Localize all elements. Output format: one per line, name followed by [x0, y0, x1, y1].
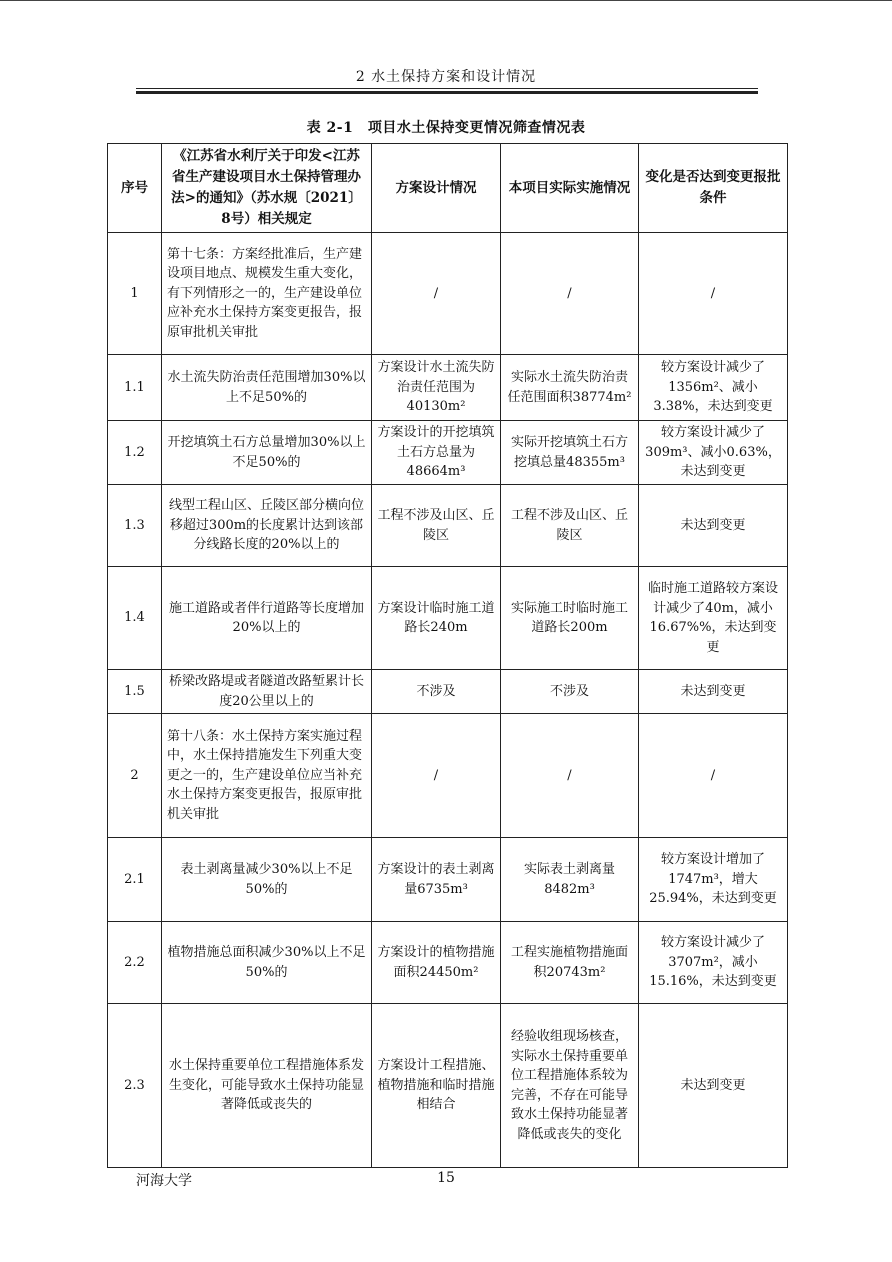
row-actual: / — [501, 714, 639, 838]
row-design: 方案设计水土流失防治责任范围为40130m² — [372, 355, 501, 421]
row-design: 方案设计工程措施、植物措施和临时措施相结合 — [372, 1004, 501, 1168]
row-number: 1.2 — [108, 421, 162, 485]
row-actual: / — [501, 233, 639, 355]
table-row — [108, 233, 788, 355]
row-result: 未达到变更 — [639, 485, 788, 567]
table-row — [108, 838, 788, 922]
page-top-border — [0, 0, 892, 1]
table-row — [108, 714, 788, 838]
column-header-rule: 《江苏省水利厅关于印发<江苏省生产建设项目水土保持管理办法>的通知》（苏水规〔2021〕8号）相关规定 — [162, 144, 372, 233]
row-result: / — [639, 714, 788, 838]
row-result: 较方案设计减少了1356m²、减小3.38%，未达到变更 — [639, 355, 788, 421]
table-header-row — [108, 144, 788, 233]
column-header-actual: 本项目实际实施情况 — [501, 144, 639, 233]
row-design: 方案设计的植物措施面积24450m² — [372, 922, 501, 1004]
row-actual: 经验收组现场核查，实际水土保持重要单位工程措施体系较为完善，不存在可能导致水土保持功能显著降低或丧失的变化 — [501, 1004, 639, 1168]
table-row — [108, 922, 788, 1004]
row-design: / — [372, 714, 501, 838]
row-result: 未达到变更 — [639, 670, 788, 714]
header-rule-thin — [136, 88, 758, 89]
row-result: 较方案设计减少了309m³、减小0.63%，未达到变更 — [639, 421, 788, 485]
row-result: 较方案设计减少了3707m²，减小15.16%，未达到变更 — [639, 922, 788, 1004]
row-number: 1.1 — [108, 355, 162, 421]
row-design: 方案设计的开挖填筑土石方总量为48664m³ — [372, 421, 501, 485]
row-number: 1.4 — [108, 567, 162, 670]
table-caption: 表 2-1 项目水土保持变更情况筛查情况表 — [306, 120, 586, 136]
row-rule: 水土保持重要单位工程措施体系发生变化，可能导致水土保持功能显著降低或丧失的 — [162, 1004, 372, 1168]
row-rule: 第十七条：方案经批准后，生产建设项目地点、规模发生重大变化，有下列情形之一的，生产建设单位应补充水土保持方案变更报告，报原审批机关审批 — [162, 233, 372, 355]
row-actual: 工程实施植物措施面积20743m² — [501, 922, 639, 1004]
row-rule: 水土流失防治责任范围增加30%以上不足50%的 — [162, 355, 372, 421]
column-header-result: 变化是否达到变更报批条件 — [639, 144, 788, 233]
row-rule: 施工道路或者伴行道路等长度增加20%以上的 — [162, 567, 372, 670]
row-actual: 实际水土流失防治责任范围面积38774m² — [501, 355, 639, 421]
row-number: 1 — [108, 233, 162, 355]
row-actual: 不涉及 — [501, 670, 639, 714]
row-number: 1.5 — [108, 670, 162, 714]
row-rule: 桥梁改路堤或者隧道改路堑累计长度20公里以上的 — [162, 670, 372, 714]
row-rule: 植物措施总面积减少30%以上不足50%的 — [162, 922, 372, 1004]
row-design: 方案设计的表土剥离量6735m³ — [372, 838, 501, 922]
row-rule: 开挖填筑土石方总量增加30%以上不足50%的 — [162, 421, 372, 485]
row-result: 未达到变更 — [639, 1004, 788, 1168]
table-row — [108, 1004, 788, 1168]
row-result: / — [639, 233, 788, 355]
row-actual: 实际开挖填筑土石方挖填总量48355m³ — [501, 421, 639, 485]
column-header-design: 方案设计情况 — [372, 144, 501, 233]
row-actual: 工程不涉及山区、丘陵区 — [501, 485, 639, 567]
column-header-no: 序号 — [108, 144, 162, 233]
row-number: 2 — [108, 714, 162, 838]
page-header-title: 2 水土保持方案和设计情况 — [355, 69, 537, 85]
row-number: 1.3 — [108, 485, 162, 567]
table-row — [108, 670, 788, 714]
row-design: 方案设计临时施工道路长240m — [372, 567, 501, 670]
table-row — [108, 355, 788, 421]
row-actual: 实际表土剥离量8482m³ — [501, 838, 639, 922]
row-result: 较方案设计增加了1747m³，增大25.94%，未达到变更 — [639, 838, 788, 922]
row-design: / — [372, 233, 501, 355]
table-row — [108, 567, 788, 670]
row-actual: 实际施工时临时施工道路长200m — [501, 567, 639, 670]
row-design: 不涉及 — [372, 670, 501, 714]
row-rule: 第十八条：水土保持方案实施过程中，水土保持措施发生下列重大变更之一的，生产建设单位应当补充水土保持方案变更报告，报原审批机关审批 — [162, 714, 372, 838]
row-rule: 线型工程山区、丘陵区部分横向位移超过300m的长度累计达到该部分线路长度的20%以上的 — [162, 485, 372, 567]
screening-table — [107, 143, 788, 1168]
table-row — [108, 485, 788, 567]
header-rule-thick — [136, 91, 758, 94]
footer-school-name: 河海大学 — [136, 1173, 192, 1189]
footer-page-number: 15 — [437, 1170, 455, 1186]
row-number: 2.2 — [108, 922, 162, 1004]
row-number: 2.1 — [108, 838, 162, 922]
table-row — [108, 421, 788, 485]
row-rule: 表土剥离量减少30%以上不足50%的 — [162, 838, 372, 922]
row-result: 临时施工道路较方案设计减少了40m，减小16.67%%，未达到变更 — [639, 567, 788, 670]
row-number: 2.3 — [108, 1004, 162, 1168]
row-design: 工程不涉及山区、丘陵区 — [372, 485, 501, 567]
